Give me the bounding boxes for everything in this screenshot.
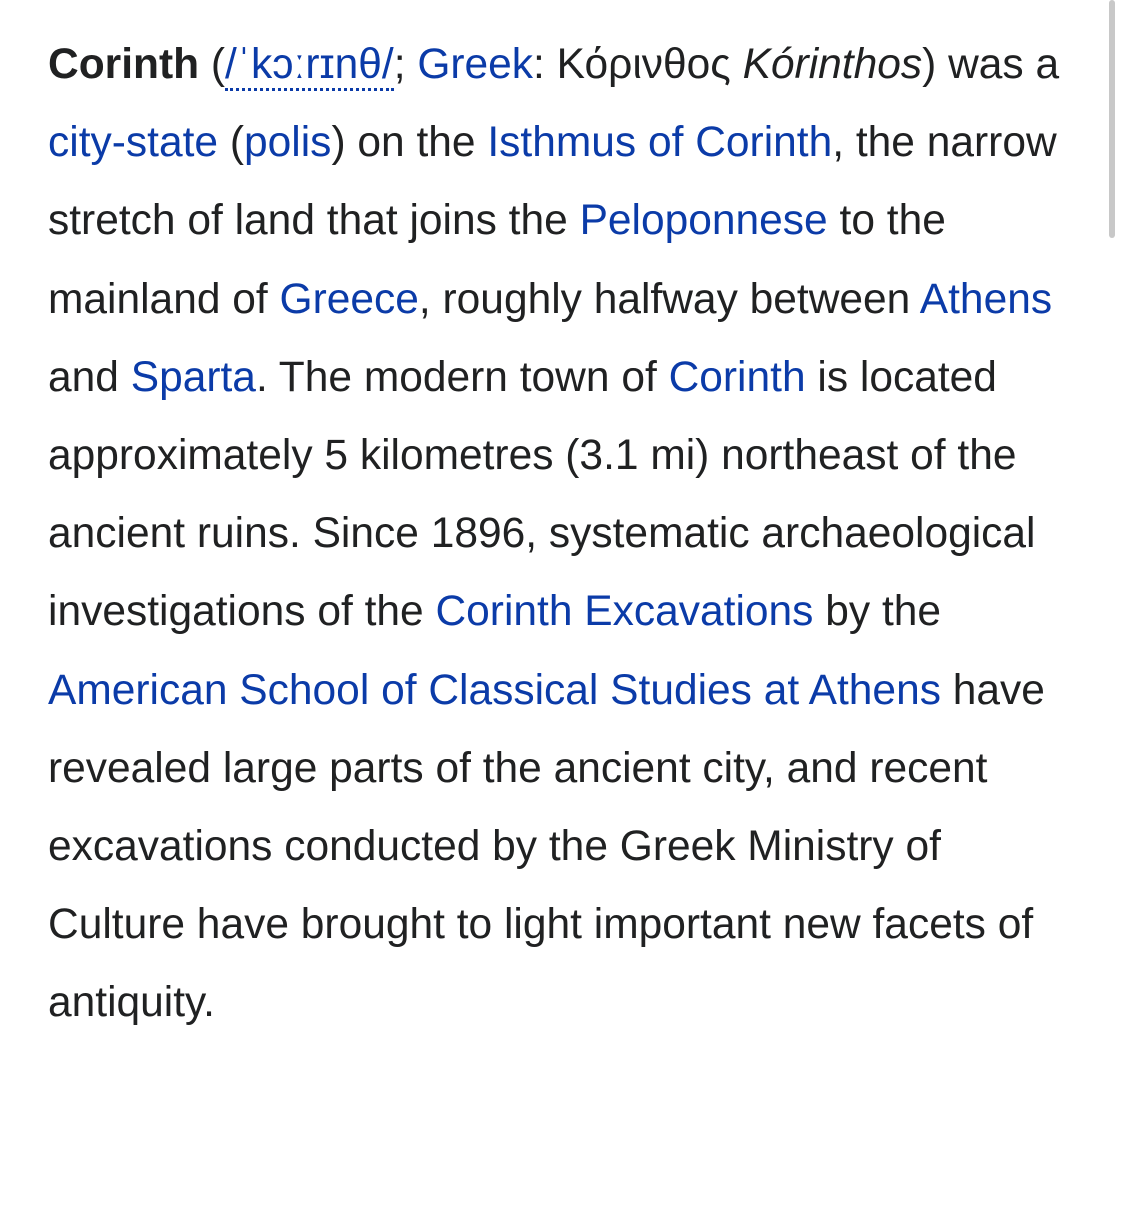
link-city-state[interactable]: city-state bbox=[48, 119, 219, 167]
link-american-school-classical-studies[interactable]: American School of Classical Studies at Athens bbox=[48, 666, 941, 714]
text-segment: have revealed large parts of the ancient city, and recent excavations conducted by the Greek Ministry of Culture have brought to light important new facets of antiquity. bbox=[48, 666, 1045, 1027]
article-title-term: Corinth bbox=[48, 41, 200, 88]
transliteration: Kórinthos bbox=[742, 41, 923, 88]
link-greek[interactable]: Greek bbox=[417, 41, 534, 88]
lead-paragraph bbox=[48, 26, 1088, 1043]
text-segment: ( bbox=[218, 119, 245, 167]
text-segment: is located approximately 5 kilometres (3.1 mi) northeast of the ancient ruins. Since 1896, systematic archaeological investigations of the bbox=[48, 353, 1036, 636]
link-corinth-modern-town[interactable]: Corinth bbox=[668, 353, 806, 401]
text-segment: by the bbox=[813, 588, 942, 636]
text-segment: . The modern town of bbox=[255, 353, 669, 401]
text-segment: , roughly halfway between bbox=[418, 275, 920, 323]
text-segment: , the narrow stretch of land that joins the bbox=[48, 119, 1057, 245]
space bbox=[731, 41, 743, 88]
separator: ; bbox=[393, 41, 418, 88]
link-greece[interactable]: Greece bbox=[279, 275, 419, 323]
text-segment: was a bbox=[936, 41, 1060, 88]
greek-name: Κόρινθος bbox=[556, 41, 731, 88]
colon: : bbox=[533, 41, 557, 88]
link-polis[interactable]: polis bbox=[244, 119, 332, 167]
paren-close: ) bbox=[922, 41, 937, 88]
text-segment: to the mainland of bbox=[48, 197, 946, 323]
paren-open: ( bbox=[210, 41, 226, 88]
ipa-pronunciation-link[interactable]: /ˈkɔːrɪnθ/ bbox=[225, 41, 394, 91]
text-segment: and bbox=[48, 353, 131, 401]
link-athens[interactable]: Athens bbox=[919, 275, 1053, 323]
article-body bbox=[48, 26, 1088, 1043]
text-segment: ) on the bbox=[331, 119, 488, 167]
link-corinth-excavations[interactable]: Corinth Excavations bbox=[435, 588, 814, 636]
link-sparta[interactable]: Sparta bbox=[130, 353, 256, 401]
link-peloponnese[interactable]: Peloponnese bbox=[579, 197, 828, 245]
link-isthmus-of-corinth[interactable]: Isthmus of Corinth bbox=[487, 119, 833, 167]
vertical-scrollbar[interactable] bbox=[1109, 0, 1115, 238]
